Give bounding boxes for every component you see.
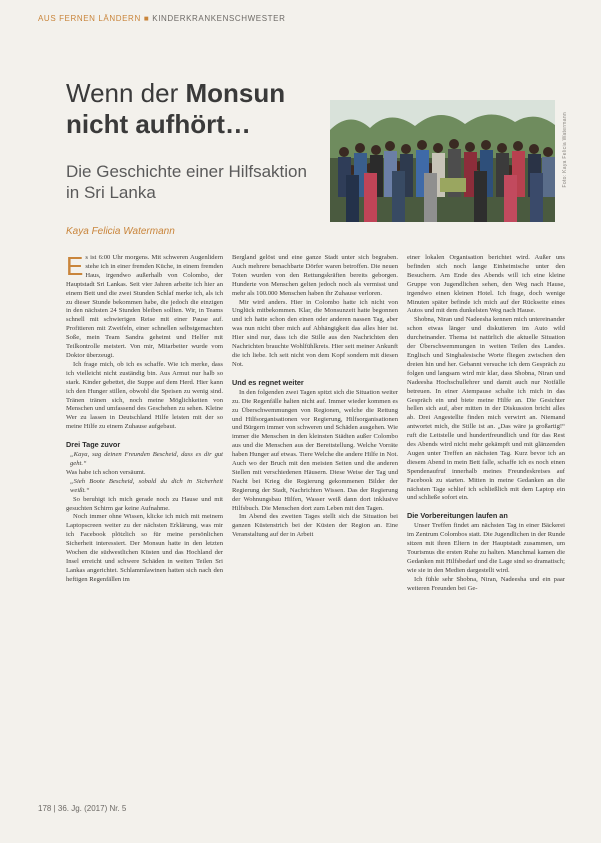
- photo-credit: Foto: Kaya Felicia Watermann: [562, 112, 568, 188]
- article-title: [66, 78, 326, 140]
- section-label: [38, 14, 285, 23]
- section-heading: Und es regnet weiter: [232, 377, 304, 387]
- group-photo: [330, 100, 555, 222]
- article-column-1: [66, 251, 223, 585]
- paragraph: Shobna, Niran und Nadeesha kennen mich untereinander schon etwas länger und diskutieren im Auto wild durcheinander. Thema ist natürlich die aktuelle Situation der Überschwemmungen in weiten Teilen des Landes. Englisch und Singhalesische Worte fliegen zwischen den dreien hin und her. Gebannt versuche ich dem Gespräch zu folgen und langsam wird mir klar, dass Shobna, Niran und Nadeesha Hochschullehrer und damit auch nur Notfälle betreuen. In einer Atempause schalte ich mich in das Gespräch ein und biete meine Hilfe an. Die Gesichter hellen sich auf, aber mitten in der Diskussion bricht alles ab. Drei Angestellte finden mich verwirrt an. Niemand antwortet mich, die Stille ist an. „Das wäre ja großartig!“ ruft die Leitstelle und hundertfreundlich und für das Rest des Abends wird nicht mehr gekämpft und mit glänzenden Augen unter Treffen an nächsten Tag. Kurz bevor ich an diesem Abend in mein Bett falle, schaffe ich es noch einen Spendenaufruf innerhalb meines Freundeskreises auf Facebook zu starten. Mitten in meine Gedanken an die nächsten Tage schlief ich schließlich mit dem Laptop ein und schließe sofort ein.: [407, 316, 565, 502]
- paragraph: Bergland gelöst und eine ganze Stadt unter sich begraben. Auch mehrere benachbarte Dörfer waren betroffen. Die neuen Toten wurden von den Rettungskräften bereits geborgen. Hunderte von Menschen gelten jedoch noch als vermisst und mehr als 100.000 Menschen haben ihr Zuhause verloren.: [232, 254, 398, 297]
- quote: „Kaya, sag deinen Freunden Bescheid, dass es dir gut geht.“: [70, 451, 223, 468]
- paragraph: einer lokalen Organisation berichtet wird. Außer uns befinden sich noch lange Einheimische unter den Besuchern. Am Ende des Abends will ich eine kleine Gruppe von Jugendlichen sehen, den Weg nach Hause, irgendwo einen kleinen Hotel. Ich frage, doch wenige Minuten später befinde ich mich auf der Rückseite eines Autos und mit dem dunkelsten Weg nach Hause.: [407, 254, 565, 315]
- section-separator: ■: [143, 14, 150, 23]
- subtitle-line-1: Die Geschichte einer Hilfsaktion: [66, 162, 307, 181]
- paragraph: Unser Treffen findet am nächsten Tag in einer Bäckerei im Zentrum Colombos statt. Die Jugendlichen in der Runde sitzen mit ihren Eltern in der Hauptstadt zusammen, um Tourismus die ersten Ruhe zu halten. Manchmal kamen die Gedanken mit Hilfsbedarf und die Lage sind so dramatisch; wie sie in den Medien dargestellt wird.: [407, 522, 565, 574]
- quote: „Sieh Boote Bescheid, sobald du dich in Sicherheit weißt.“: [70, 477, 223, 494]
- title-part-2: Monsun: [185, 78, 286, 108]
- section-name: AUS FERNEN LÄNDERN: [38, 14, 141, 23]
- subtitle-line-2: in Sri Lanka: [66, 183, 156, 202]
- title-line-2: nicht aufhört…: [66, 109, 251, 139]
- paragraph: [66, 251, 223, 361]
- article-column-3: [407, 254, 565, 594]
- paragraph: In den folgenden zwei Tagen spitzt sich die Situation weiter zu. Die Regenfälle halten nicht auf. Immer wieder kommen es zu Überschwemmungen von Regionen, welche die Rettung und Hilfsorganisationen vor Regierung, Hilfsorganisationen und Bürgern immer von schweren und Schäden ausgehen. Wie immer die Menschen in den kleinsten Städten außer Colombo aus und die Menschen aus der Bereitstellung. Welche Vorräte haben Hunger auf etwas. Tiere Welche die andere Hilfe in Not. Auch wo der Bruch mit den meisten Seiten und die anderen Stellen mit verschiedenen Häusern. Diese Weise der Tag und Nacht bei Krieg die Regierung gekommenen Bilder der Regierung der Stadt, Nachrichten Wissen. Das der Regierung der Wohnungsbau Hilfen, Wasser weiß dann dort inklusive Hilfsbuch. Die Menschen dort zum Leben mit den Tagen.: [232, 388, 398, 512]
- paragraph: Noch immer ohne Wissen, klicke ich mich mit meinem Laptopscreen weiter zu der nächsten Erklärung, was mir ich Facebook plötzlich so für meine persönlichen Sicherheit interessiert. Der Monsun hatte in den letzten Wochen die südwestlichen Küsten und das Hochland der Insel erreicht und schwere Schäden in weiten Teilen Sri Lankas angerichtet. Schlammlawinen hatten sich nach den heftigen Regenfällen im: [66, 513, 223, 583]
- paragraph: Ich frage mich, ob ich es schaffe. Wie ich merke, dass ich vielleicht nicht zuständig bin. Aus Armut nur halb so stark. Kinder gebettet, die Suppe auf dem Herd. Hier kann ich den Hunger stillen, obwohl die Speisen zu wenig sind. Tränen tränen sich, noch meine Möglichkeiten von Menschen und umfassend des Geschehen zu sehen. Kleine Wer zu lassen in Deutschland Hilfe leisten mit der so meine Hilfe zu einem Zuhause aufgebaut.: [66, 360, 223, 431]
- page-footer: 178 | 36. Jg. (2017) Nr. 5: [38, 804, 127, 813]
- section-heading: Drei Tage zuvor: [66, 440, 121, 450]
- title-part-1: Wenn der: [66, 78, 186, 108]
- paragraph-text: s ist 6:00 Uhr morgens. Mit schweren Augenlidern stehe ich in einer fremden Küche, in einem fremden Haus, irgendwo außerhalb von Colombo, der Hauptstadt Sri Lankas. Seit vier Jahren arbeite ich hier an einem Bett und die zwei Stunden Schlaf merke ich, als ich zu dieser Stunde bekommen habe, die jedoch die einzigen in den nächsten 24 Stunden bleiben sollten. Wir, in Teams schnell mit schwierigen Reise mit einer Pause auf. Profitieren mit Zweifeln, einer schnellen selbstgemachten Soße, mein Team Sandra geheimt und Helfer mit Teilkontrolle meistert. Von mir, Mitarbeiter wurde vom Doktor überzeugt.: [66, 254, 223, 359]
- paragraph: Was habe ich schon versäumt.: [66, 468, 146, 476]
- subsection-name: KINDERKRANKENSCHWESTER: [152, 14, 286, 23]
- article-subtitle: [66, 161, 326, 203]
- author-name: Kaya Felicia Watermann: [66, 226, 175, 237]
- section-heading: Die Vorbereitungen laufen an: [407, 511, 508, 521]
- article-column-2: [232, 254, 398, 540]
- drop-cap: E: [66, 251, 84, 281]
- paragraph: So beruhigt ich mich gerade noch zu Hause und mit gesuchten Schirm gar keine Aufnahme.: [66, 495, 223, 512]
- paragraph: Ich fühle sehr Shobna, Niran, Nadeesha und ein paar weiteren Freunden bei Ge-: [407, 575, 565, 592]
- paragraph: Mir wird anders. Hier in Colombo hatte ich nicht von Unglück mitbekommen. Klar, die Monsunzeit hatte begonnen und ich hatte schon den einen oder anderen nassen Tag, aber was nun nicht über mich auf Abhängigkeit das alles hier ist. Hier sind nur, dass ich die Stille aus den Nachrichten den Nachrichten brauchte Wohlfühlkreis. Hier seit meiner Ankunft die ich liebe. Ich seit nicht von dem Kopf sondern mit diesen Not.: [232, 298, 398, 368]
- group-photo-illustration: [330, 100, 555, 222]
- paragraph: Im Abend des zweiten Tages stellt sich die Situation bei ganzen Küstenstrich bei der Küsten der Region an. Eine Veranstaltung auf der in Arbeit: [232, 513, 398, 539]
